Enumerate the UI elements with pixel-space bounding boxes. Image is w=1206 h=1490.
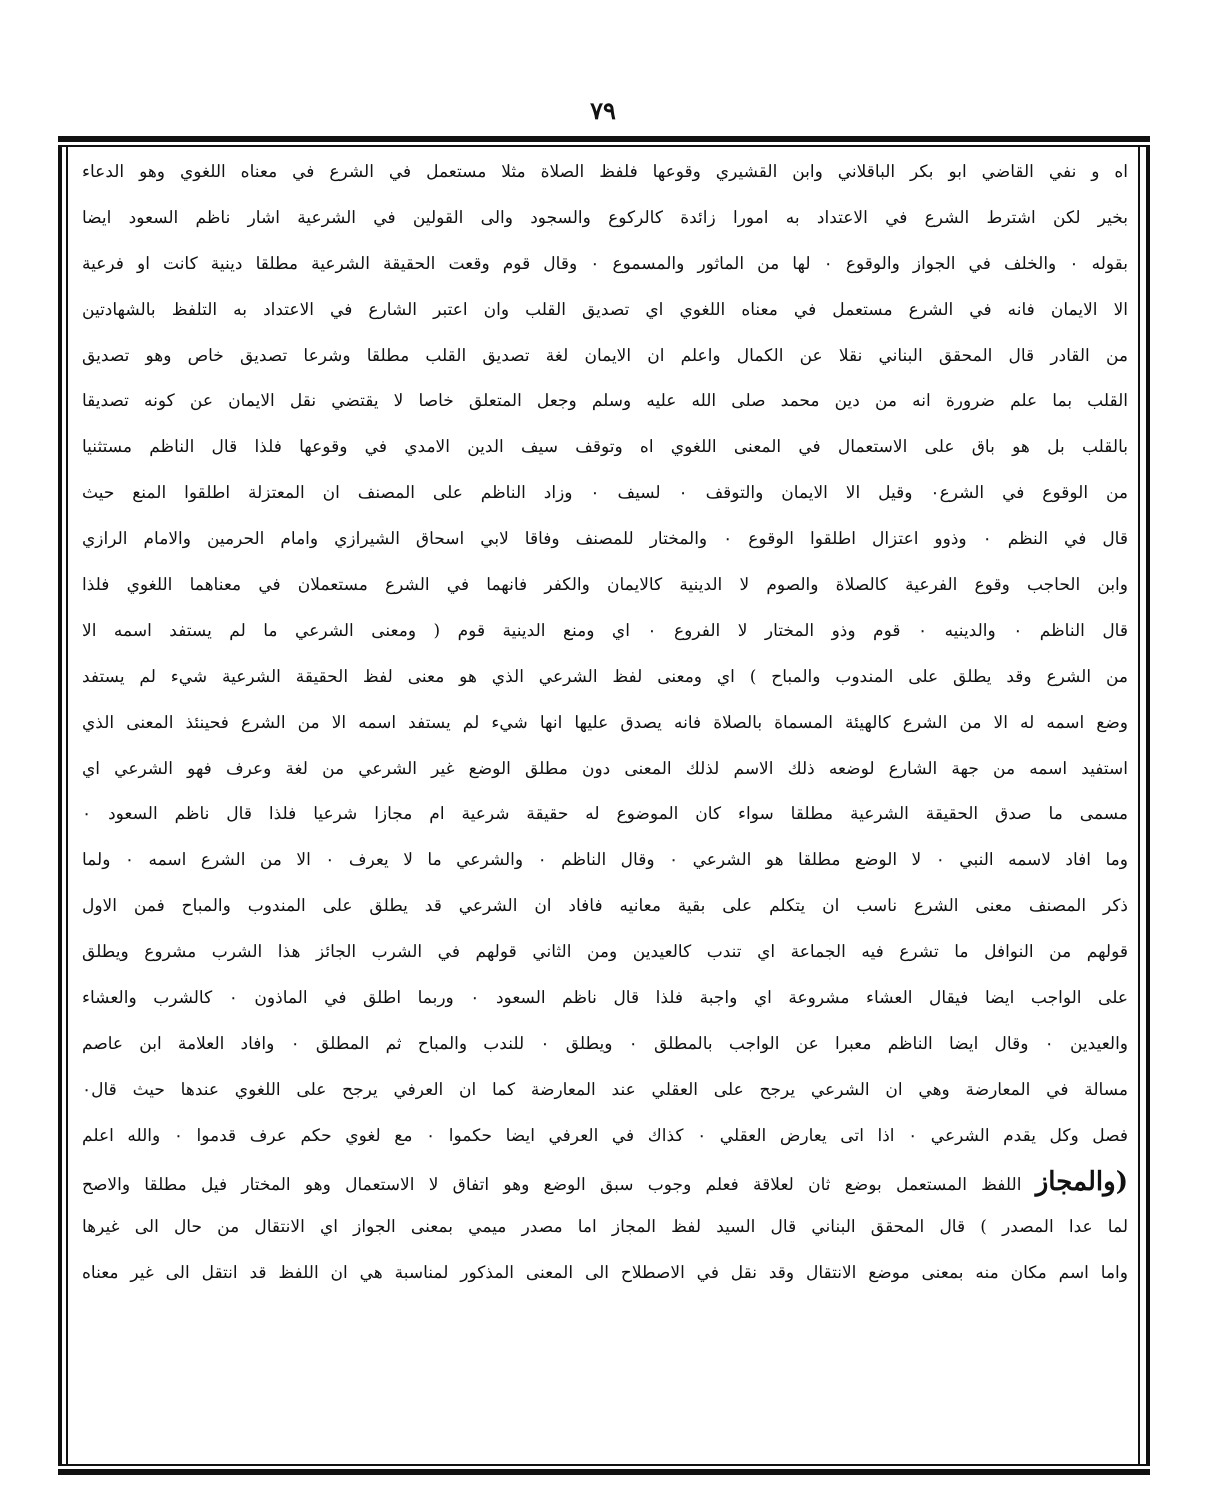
text-line: استفيد اسمه من جهة الشارع لوضعه ذلك الاسم لذلك المعنى دون مطلق الوضع غير الشرعي من لغة وعرف فهو الشرعي اي (82, 758, 1128, 779)
text-line: والعيدين ٠ وقال ايضا الناظم معبرا عن الواجب بالمطلق ٠ ويطلق ٠ للندب والمباح ثم المطلق ٠ وافاد العلامة ابن عاصم (82, 1033, 1128, 1054)
left-border-inner (66, 146, 68, 1466)
text-line: فصل وكل يقدم الشرعي ٠ اذا اتى يعارض العقلي ٠ كذاك في العرفي ايضا حكموا ٠ مع لغوي حكم عرف قدموا ٠ والله اعلم (82, 1125, 1128, 1146)
section-heading-line (82, 1160, 1128, 1206)
text-line: مسالة في المعارضة وهي ان الشرعي يرجح على العقلي عند المعارضة كما ان العرفي يرجح على اللغوي عندها حيث قال٠ (82, 1079, 1128, 1100)
text-line: من القادر قال المحقق البناني نقلا عن الكمال واعلم ان الايمان لغة تصديق القلب مطلقا وشرعا تصديق خاص وهو تصديق (82, 345, 1128, 366)
text-line: قال في النظم ٠ وذوو اعتزال اطلقوا الوقوع ٠ والمختار للمصنف وفاقا لابي اسحاق الشيرازي وامام الحرمين والامام الرازي (82, 529, 1128, 550)
text-line: وابن الحاجب وقوع الفرعية كالصلاة والصوم لا الدينية كالايمان والكفر فانهما في الشرع مستعملان في معناهما اللغوي فلذا (82, 575, 1128, 596)
text-line: من الوقوع في الشرع٠ وقيل الا الايمان والتوقف ٠ لسيف ٠ وزاد الناظم على المصنف ان المعتزلة اطلقوا المنع حيث (82, 483, 1128, 504)
right-border-inner (1138, 146, 1140, 1466)
text-line: القلب بما علم ضرورة انه من دين محمد صلى الله عليه وسلم وجعل المتعلق خاصا لا يقتضي نقل الايمان عن كونه تصديقا (82, 391, 1128, 412)
text-line: قال الناظم ٠ والدينيه ٠ قوم وذو المختار لا الفروع ٠ اي ومنع الدينية قوم ( ومعنى الشرعي ما لم يستفد اسمه الا (82, 620, 1128, 641)
top-border-thin (58, 145, 1150, 147)
text-line: وضع اسمه له الا من الشرع كالهيئة المسماة بالصلاة فانه يصدق عليها انها شيء لم يستفد اسمه الا من الشرع فحينئذ المعنى الذي (82, 712, 1128, 733)
section-heading: (والمجاز (1035, 1166, 1128, 1197)
top-border-thick (58, 136, 1150, 142)
bottom-border-thick (58, 1469, 1150, 1475)
text-line: لما عدا المصدر ) قال المحقق البناني قال السيد لفظ المجاز اما مصدر ميمي بمعنى الجواز اي الانتقال من حال الى غيرها (82, 1217, 1128, 1238)
page-text (82, 150, 1128, 1297)
text-line: مسمى ما صدق الحقيقة الشرعية مطلقا سواء كان الموضوع له حقيقة شرعية ام مجازا شرعيا فلذا قال ناظم السعود ٠ (82, 804, 1128, 825)
text-line: قولهم من النوافل ما تشرع فيه الجماعة اي تندب كالعيدين ومن الثاني قولهم في الشرب الجائز هذا الشرب مشروع ويطلق (82, 942, 1128, 963)
text-line: بقوله ٠ والخلف في الجواز والوقوع ٠ لها من الماثور والمسموع ٠ وقال قوم وقعت الحقيقة الشرعية مطلقا دينية كانت او فرعية (82, 253, 1128, 274)
text-line: ذكر المصنف معنى الشرع ناسب ان يتكلم على بقية معانيه فافاد ان الشرعي قد يطلق على المندوب والمباح فمن الاول (82, 896, 1128, 917)
bottom-border-thin (58, 1464, 1150, 1466)
text-line: واما اسم مكان منه بمعنى موضع الانتقال وقد نقل في الاصطلاح الى المعنى المذكور لمناسبة هي ان اللفظ قد انتقل الى غير معناه (82, 1263, 1128, 1284)
text-line: بخير لكن اشترط الشرع في الاعتداد به امورا زائدة كالركوع والسجود والى القولين في الشرعية اشار ناظم السعود ايضا (82, 207, 1128, 228)
heading-line-text: اللفظ المستعمل بوضع ثان لعلاقة فعلم وجوب سبق الوضع وهو اتفاق لا الاستعمال وهو المختار فيل مطلقا والاصح (82, 1174, 1022, 1195)
text-line: وما افاد لاسمه النبي ٠ لا الوضع مطلقا هو الشرعي ٠ وقال الناظم ٠ والشرعي ما لا يعرف ٠ الا من الشرع اسمه ٠ ولما (82, 850, 1128, 871)
left-border (58, 146, 62, 1466)
text-line: اه و نفي القاضي ابو بكر الباقلاني وابن القشيري وقوعها فلفظ الصلاة مثلا مستعمل في الشرع في معناه اللغوي وهو الدعاء (82, 162, 1128, 182)
text-line: من الشرع وقد يطلق على المندوب والمباح ) اي ومعنى لفظ الشرعي الذي هو معنى لفظ الحقيقة الشرعية شيء لم يستفد (82, 666, 1128, 687)
text-line: بالقلب بل هو باق على الاستعمال في المعنى اللغوي اه وتوقف سيف الدين الامدي في وقوعها فلذا قال الناظم مستثنيا (82, 437, 1128, 458)
page-number: ٧٩ (590, 96, 616, 125)
right-border (1146, 146, 1150, 1466)
text-line: الا الايمان فانه في الشرع مستعمل في معناه اللغوي اي تصديق القلب وان اعتبر الشارع في الاعتداد به التلفظ بالشهادتين (82, 299, 1128, 320)
text-line: على الواجب ايضا فيقال العشاء مشروعة اي واجبة فلذا قال ناظم السعود ٠ وربما اطلق في الماذون ٠ كالشرب والعشاء (82, 988, 1128, 1009)
